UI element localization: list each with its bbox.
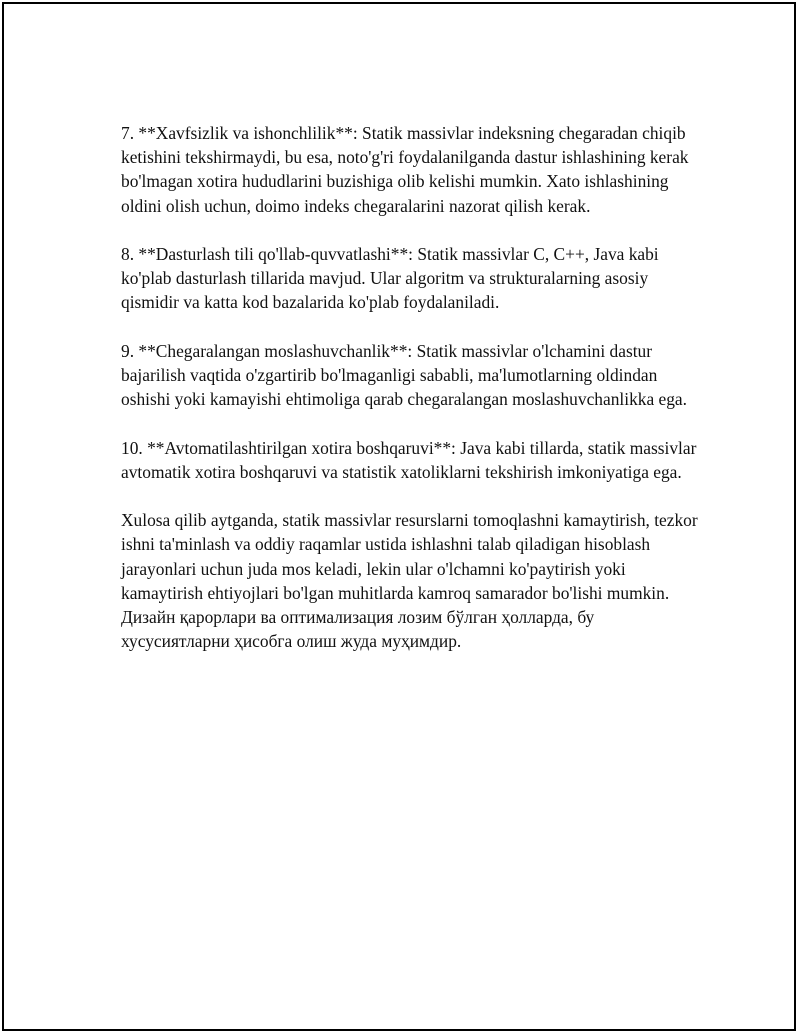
- paragraph-limited-flexibility: 9. **Chegaralangan moslashuvchanlik**: Statik massivlar o'lchamini dastur bajarilish vaqtida o'zgartirib bo'lmaganligi sababli, ma'lumotlarning oldindan oshishi yoki kamayishi ehtimoliga qarab chegaralangan moslashuvchanlikka ega.: [121, 340, 688, 410]
- paragraph-conclusion: Xulosa qilib aytganda, statik massivlar resurslarni tomoqlashni kamaytirish, tezkor ishni ta'minlash va oddiy raqamlar ustida ishlashni talab qiladigan hisoblash jarayonlari uchun juda mos keladi, lekin ular o'lchamni ko'paytirish yoki kamaytirish ehtiyojlari bo'lgan muhitlarda kamroq samarador bo'lishi mumkin. Дизайн қарорлари ва оптимализация лозим бўлган ҳолларда, бу хусусиятларни ҳисобга олиш жуда муҳимдир.: [121, 510, 698, 652]
- paragraph-language-support: 8. **Dasturlash tili qo'llab-quvvatlashi**: Statik massivlar C, C++, Java kabi ko'plab dasturlash tillarida mavjud. Ular algoritm va strukturalarning asosiy qismidir va katta kod bazalarida ko'plab foydalaniladi.: [121, 244, 659, 313]
- document-body: [121, 121, 701, 678]
- document-page: [2, 2, 796, 1031]
- paragraph-memory-management: 10. **Avtomatilashtirilgan xotira boshqaruvi**: Java kabi tillarda, statik massivlar avtomatik xotira boshqaruvi va statistik xatoliklarni tekshirish imkoniyatiga ega.: [121, 437, 697, 482]
- paragraph-security: 7. **Xavfsizlik va ishonchlilik**: Statik massivlar indeksning chegaradan chiqib ketishini tekshirmaydi, bu esa, noto'g'ri foydalanilganda dastur ishlashining kerak bo'lmagan xotira hududlarini buzishiga olib kelishi mumkin. Xato ishlashining oldini olish uchun, doimo indeks chegaralarini nazorat qilish kerak.: [121, 123, 689, 216]
